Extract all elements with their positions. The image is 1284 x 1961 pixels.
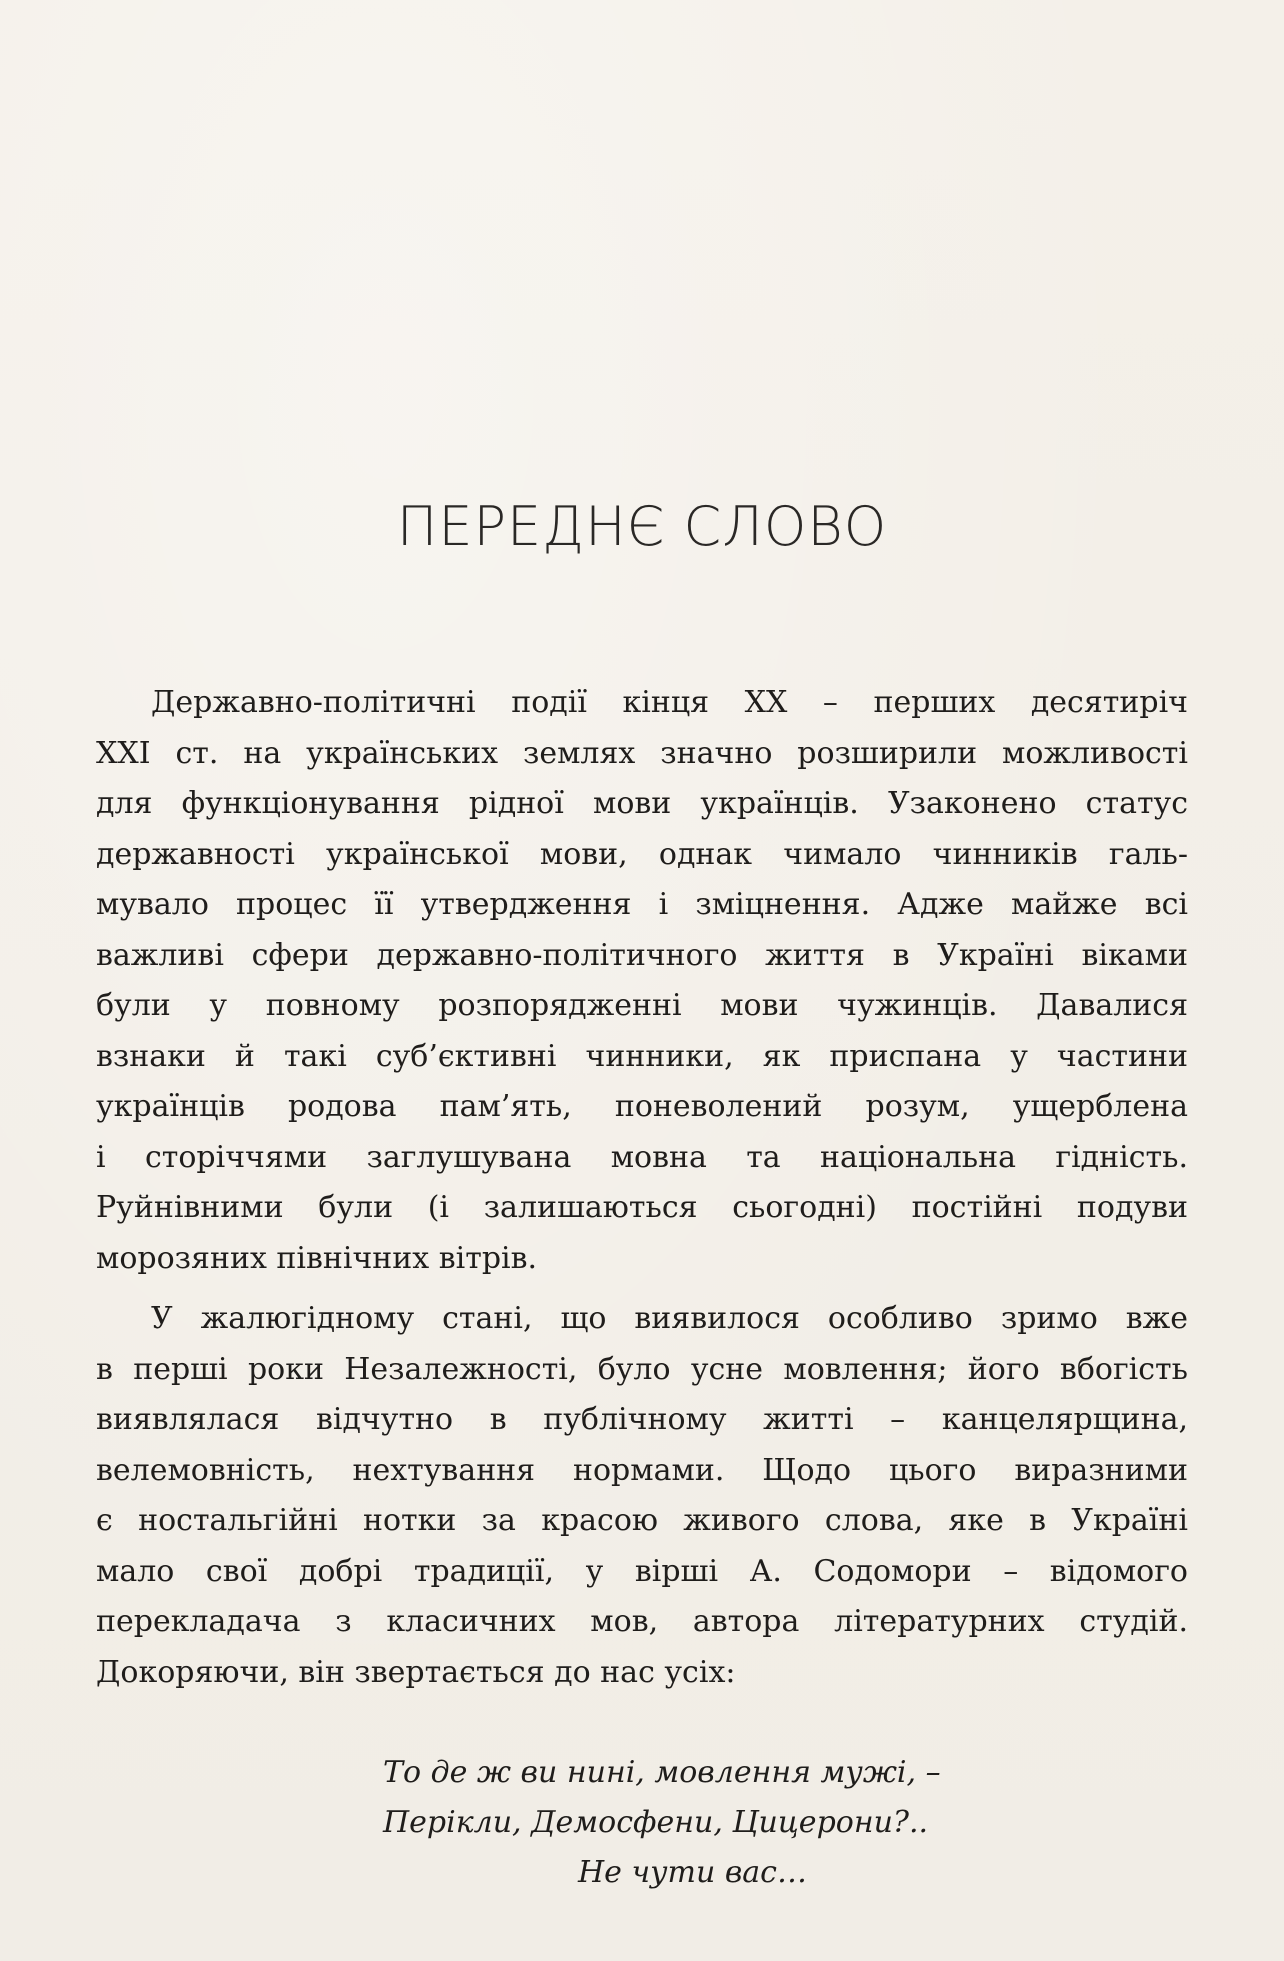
verse-line: То де ж ви нині, мовлення мужі, –	[383, 1755, 941, 1790]
paragraph-2	[96, 1294, 1188, 1698]
page-title: ПЕРЕДНЄ СЛОВО	[396, 495, 888, 558]
text-line: Докоряючи, він звертається до нас усіх:	[96, 1654, 736, 1690]
paragraph-1	[96, 678, 1188, 1284]
text-line: велемовність, нехтування нормами. Щодо цього виразними	[96, 1452, 1188, 1488]
verse-line: Не чути вас…	[578, 1855, 807, 1890]
text-line: У жалюгідному стані, що виявилося особливо зримо вже	[151, 1301, 1188, 1336]
text-line: українців родова пам’ять, поневолений розум, ущерблена	[96, 1089, 1188, 1124]
text-line: морозяних північних вітрів.	[96, 1240, 538, 1276]
paragraph-gap	[96, 1284, 1188, 1294]
text-line: Державно-політичні події кінця ХХ – перших десятиріч	[151, 685, 1188, 720]
text-line: мувало процес її утвердження і зміцнення. Адже майже всі	[96, 887, 1188, 922]
body-text	[96, 678, 1188, 1698]
text-line: були у повному розпорядженні мови чужинців. Давалися	[96, 988, 1188, 1023]
text-line: в перші роки Незалежності, було усне мовлення; його вбогість	[96, 1351, 1188, 1387]
text-line: важливі сфери державно-політичного життя в Україні віками	[96, 937, 1188, 973]
verse-line: Перікли, Демосфени, Цицерони?..	[383, 1805, 929, 1840]
text-line: є ностальгійні нотки за красою живого слова, яке в Україні	[96, 1503, 1188, 1538]
text-line: взнаки й такі суб’єктивні чинники, як приспана у частини	[96, 1038, 1188, 1074]
text-line: державності української мови, однак чимало чинників галь-	[96, 836, 1188, 872]
text-line: мало свої добрі традиції, у вірші А. Содомори – відомого	[96, 1553, 1188, 1589]
text-line: Руйнівними були (і залишаються сьогодні) постійні подуви	[96, 1190, 1188, 1225]
text-line: виявлялася відчутно в публічному житті – канцелярщина,	[96, 1402, 1188, 1437]
text-line: і сторіччями заглушувана мовна та національна гідність.	[96, 1139, 1188, 1175]
text-line: перекладача з класичних мов, автора літературних студій.	[96, 1604, 1188, 1639]
text-line: ХХІ ст. на українських землях значно розширили можливості	[96, 735, 1188, 771]
text-line: для функціонування рідної мови українців. Узаконено статус	[96, 786, 1188, 821]
